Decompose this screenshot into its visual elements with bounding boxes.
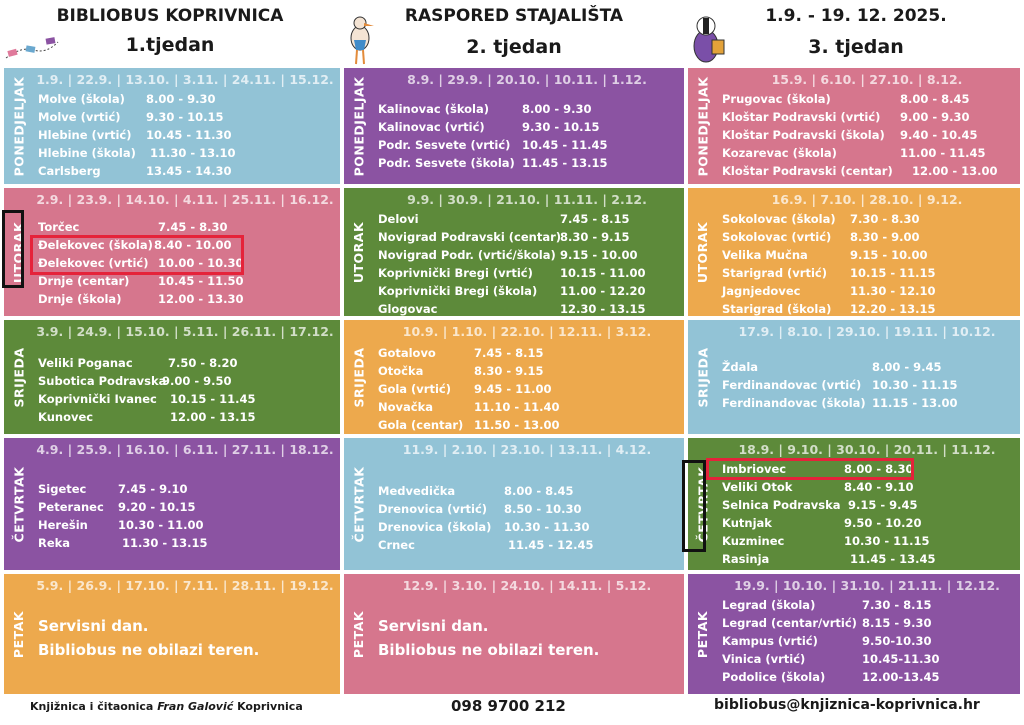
stop-row: Prugovac (škola) 8.00 - 8.45 xyxy=(722,92,970,106)
w3-tuesday-cell xyxy=(688,188,1020,316)
stop-row: Selnica Podravska 9.15 - 9.45 xyxy=(722,498,918,512)
week-1-title: 1.tjedan xyxy=(125,34,215,56)
stop-row: Glogovac 12.30 - 13.15 xyxy=(378,302,646,316)
stop-row: Podr. Sesvete (vrtić) 10.45 - 11.45 xyxy=(378,138,608,152)
delekovec-rows-highlight-box xyxy=(30,235,244,275)
dates-line: 18.9. | 9.10. | 30.10. | 20.11. | 11.12. xyxy=(738,442,996,457)
dates-line: 3.9. | 24.9. | 15.10. | 5.11. | 26.11. | 17.12. xyxy=(36,324,334,339)
imbriovec-row-highlight-box xyxy=(706,458,914,480)
email-address: bibliobus@knjiznica-koprivnica.hr xyxy=(714,697,980,713)
w2-tuesday-cell xyxy=(344,188,684,316)
day-label: PONEDJELJAK xyxy=(11,76,27,176)
stop-row: Kalinovac (vrtić) 9.30 - 10.15 xyxy=(378,120,600,134)
stop-row: Podolice (škola) 12.00-13.45 xyxy=(722,670,940,684)
stop-list xyxy=(722,358,1016,412)
w1-thursday-cell xyxy=(4,438,340,570)
stop-row: Starigrad (vrtić) 10.15 - 11.15 xyxy=(722,266,936,280)
w2-monday-cell xyxy=(344,68,684,184)
header-title-middle: RASPORED STAJALIŠTA xyxy=(404,6,624,26)
stop-row: Kutnjak 9.50 - 10.20 xyxy=(722,516,922,530)
library-name-footer: Knjižnica i čitaonica Fran Galović Koprivnica xyxy=(30,700,303,713)
stop-row: Podr. Sesvete (škola) 11.45 - 13.15 xyxy=(378,156,608,170)
cetvrtak-day-highlight-box xyxy=(682,460,706,552)
stop-row: Rasinja 11.45 - 13.45 xyxy=(722,552,936,566)
dates-line: 16.9. | 7.10. | 28.10. | 9.12. xyxy=(771,192,963,207)
dates-line: 5.9. | 26.9. | 17.10. | 7.11. | 28.11. | 19.12. xyxy=(36,578,334,593)
day-label: UTORAK xyxy=(351,221,367,283)
w1-monday-cell xyxy=(4,68,340,184)
stop-row: Kloštar Podravski (vrtić) 9.00 - 9.30 xyxy=(722,110,970,124)
dates-line: 17.9. | 8.10. | 29.10. | 19.11. | 10.12. xyxy=(738,324,996,339)
day-label: ČETVRTAK xyxy=(695,466,711,542)
stop-row: Kozarevac (škola) 11.00 - 11.45 xyxy=(722,146,986,160)
stop-row: Ferdinandovac (škola) 11.15 - 13.00 xyxy=(722,396,958,410)
day-label: PONEDJELJAK xyxy=(695,76,711,176)
stop-row: Hlebine (vrtić) 10.45 - 11.30 xyxy=(38,128,232,142)
stop-row: Đelekovec (vrtić) 10.00 - 10.30 xyxy=(38,256,244,270)
stop-row: Gola (centar) 11.50 - 13.00 xyxy=(378,418,560,432)
stop-row: Otočka 8.30 - 9.15 xyxy=(378,364,544,378)
service-day-note: Servisni dan. Bibliobus ne obilazi teren. xyxy=(38,617,260,659)
service-day-note: Servisni dan. Bibliobus ne obilazi teren. xyxy=(378,617,600,659)
stop-row: Legrad (centar/vrtić) 8.15 - 9.30 xyxy=(722,616,932,630)
dates-line: 15.9. | 6.10. | 27.10. | 8.12. xyxy=(771,72,963,87)
dates-line: 9.9. | 30.9. | 21.10. | 11.11. | 2.12. xyxy=(407,192,647,207)
week-3-title: 3. tjedan xyxy=(808,36,904,58)
stop-row: Jagnjedovec 11.30 - 12.10 xyxy=(722,284,936,298)
dates-line: 1.9. | 22.9. | 13.10. | 3.11. | 24.11. | 15.12. xyxy=(36,72,334,87)
stop-row: Imbriovec 8.00 - 8.30 xyxy=(722,462,914,476)
day-label: PETAK xyxy=(11,610,27,658)
stop-row: Veliki Poganac 7.50 - 8.20 xyxy=(38,356,238,370)
week-2-title: 2. tjedan xyxy=(466,36,562,58)
flying-books-illustration xyxy=(2,24,62,64)
day-label: ČETVRTAK xyxy=(11,466,27,542)
stop-row: Peteranec 9.20 - 10.15 xyxy=(38,500,196,514)
stop-row: Koprivnički Bregi (vrtić) 10.15 - 11.00 xyxy=(378,266,646,280)
stop-row: Subotica Podravska 9.00 - 9.50 xyxy=(38,374,232,388)
stop-row: Koprivnički Ivanec 10.15 - 11.45 xyxy=(38,392,256,406)
stop-list xyxy=(38,480,336,552)
w2-friday-cell xyxy=(344,574,684,694)
stop-list xyxy=(38,90,336,180)
dates-line: 11.9. | 2.10. | 23.10. | 13.11. | 4.12. xyxy=(402,442,652,457)
stop-row: Novačka 11.10 - 11.40 xyxy=(378,400,560,414)
stop-row: Kuzminec 10.30 - 11.15 xyxy=(722,534,930,548)
stop-row: Sokolovac (škola) 7.30 - 8.30 xyxy=(722,212,920,226)
badger-mascot-illustration xyxy=(688,14,728,68)
phone-number: 098 9700 212 xyxy=(451,697,566,715)
stop-row: Ferdinandovac (vrtić) 10.30 - 11.15 xyxy=(722,378,958,392)
stork-mascot-illustration xyxy=(344,14,376,66)
stop-row: Delovi 7.45 - 8.15 xyxy=(378,212,630,226)
stop-row: Crnec 11.45 - 12.45 xyxy=(378,538,594,552)
day-label: UTORAK xyxy=(695,221,711,283)
dates-line: 4.9. | 25.9. | 16.10. | 6.11. | 27.11. | 18.12. xyxy=(36,442,334,457)
w3-monday-cell xyxy=(688,68,1020,184)
w3-wednesday-cell xyxy=(688,320,1020,434)
header-date-range: 1.9. - 19. 12. 2025. xyxy=(765,6,947,26)
stop-list xyxy=(722,596,1016,686)
day-label: ČETVRTAK xyxy=(351,466,367,542)
stop-row: Carlsberg 13.45 - 14.30 xyxy=(38,164,232,178)
stop-row: Sokolovac (vrtić) 8.30 - 9.00 xyxy=(722,230,920,244)
day-label: SRIJEDA xyxy=(11,346,27,408)
stop-row: Koprivnički Bregi (škola) 11.00 - 12.20 xyxy=(378,284,646,298)
stop-row: Kunovec 12.00 - 13.15 xyxy=(38,410,256,424)
dates-line: 12.9. | 3.10. | 24.10. | 14.11. | 5.12. xyxy=(402,578,652,593)
day-label: UTORAK xyxy=(11,221,27,283)
stop-row: Kampus (vrtić) 9.50-10.30 xyxy=(722,634,932,648)
stop-row: Ždala 8.00 - 9.45 xyxy=(722,360,942,374)
stop-row: Gotalovo 7.45 - 8.15 xyxy=(378,346,544,360)
day-label: SRIJEDA xyxy=(351,346,367,408)
stop-row: Legrad (škola) 7.30 - 8.15 xyxy=(722,598,932,612)
w2-thursday-cell xyxy=(344,438,684,570)
day-label: PETAK xyxy=(695,610,711,658)
stop-row: Novigrad Podravski (centar) 8.30 - 9.15 xyxy=(378,230,630,244)
w1-friday-cell xyxy=(4,574,340,694)
stop-row: Novigrad Podr. (vrtić/škola) 9.15 - 10.00 xyxy=(378,248,638,262)
stop-list xyxy=(378,482,680,554)
stop-row: Molve (škola) 8.00 - 9.30 xyxy=(38,92,216,106)
day-label: PONEDJELJAK xyxy=(351,76,367,176)
stop-row: Drenovica (škola) 10.30 - 11.30 xyxy=(378,520,590,534)
utorak-day-highlight-box xyxy=(2,210,24,288)
stop-row: Velika Mučna 9.15 - 10.00 xyxy=(722,248,928,262)
dates-line: 19.9. | 10.10. | 31.10. | 21.11. | 12.12. xyxy=(734,578,1000,593)
w2-wednesday-cell xyxy=(344,320,684,434)
stop-row: Hlebine (škola) 11.30 - 13.10 xyxy=(38,146,236,160)
stop-list xyxy=(378,100,680,172)
stop-row: Molve (vrtić) 9.30 - 10.15 xyxy=(38,110,224,124)
dates-line: 10.9. | 1.10. | 22.10. | 12.11. | 3.12. xyxy=(402,324,652,339)
stop-row: Torčec 7.45 - 8.30 xyxy=(38,220,228,234)
stop-row: Herešin 10.30 - 11.00 xyxy=(38,518,204,532)
day-label: PETAK xyxy=(351,610,367,658)
stop-row: Sigetec 7.45 - 9.10 xyxy=(38,482,188,496)
dates-line: 8.9. | 29.9. | 20.10. | 10.11. | 1.12. xyxy=(407,72,647,87)
stop-row: Kalinovac (škola) 8.00 - 9.30 xyxy=(378,102,592,116)
stop-row: Starigrad (škola) 12.20 - 13.15 xyxy=(722,302,936,316)
stop-row: Vinica (vrtić) 10.45-11.30 xyxy=(722,652,940,666)
stop-row: Reka 11.30 - 13.15 xyxy=(38,536,208,550)
stop-row: Medvedička 8.00 - 8.45 xyxy=(378,484,574,498)
stop-row: Kloštar Podravski (škola) 9.40 - 10.45 xyxy=(722,128,978,142)
stop-row: Drnje (škola) 12.00 - 13.30 xyxy=(38,292,244,306)
stop-list xyxy=(38,354,336,426)
stop-row: Kloštar Podravski (centar) 12.00 - 13.00 xyxy=(722,164,998,178)
header-title-left: BIBLIOBUS KOPRIVNICA xyxy=(56,6,284,26)
day-label: SRIJEDA xyxy=(695,346,711,408)
stop-list xyxy=(722,210,1016,316)
stop-row: Đelekovec (škola) 8.40 - 10.00 xyxy=(38,238,232,252)
stop-row: Drenovica (vrtić) 8.50 - 10.30 xyxy=(378,502,582,516)
stop-row: Gola (vrtić) 9.45 - 11.00 xyxy=(378,382,552,396)
w1-wednesday-cell xyxy=(4,320,340,434)
dates-line: 2.9. | 23.9. | 14.10. | 4.11. | 25.11. | 16.12. xyxy=(36,192,334,207)
stop-list xyxy=(378,210,680,316)
stop-row: Drnje (centar) 10.45 - 11.50 xyxy=(38,274,244,288)
stop-row: Veliki Otok 8.40 - 9.10 xyxy=(722,480,914,494)
stop-list xyxy=(378,344,680,434)
stop-list xyxy=(722,90,1016,180)
w3-friday-cell xyxy=(688,574,1020,694)
